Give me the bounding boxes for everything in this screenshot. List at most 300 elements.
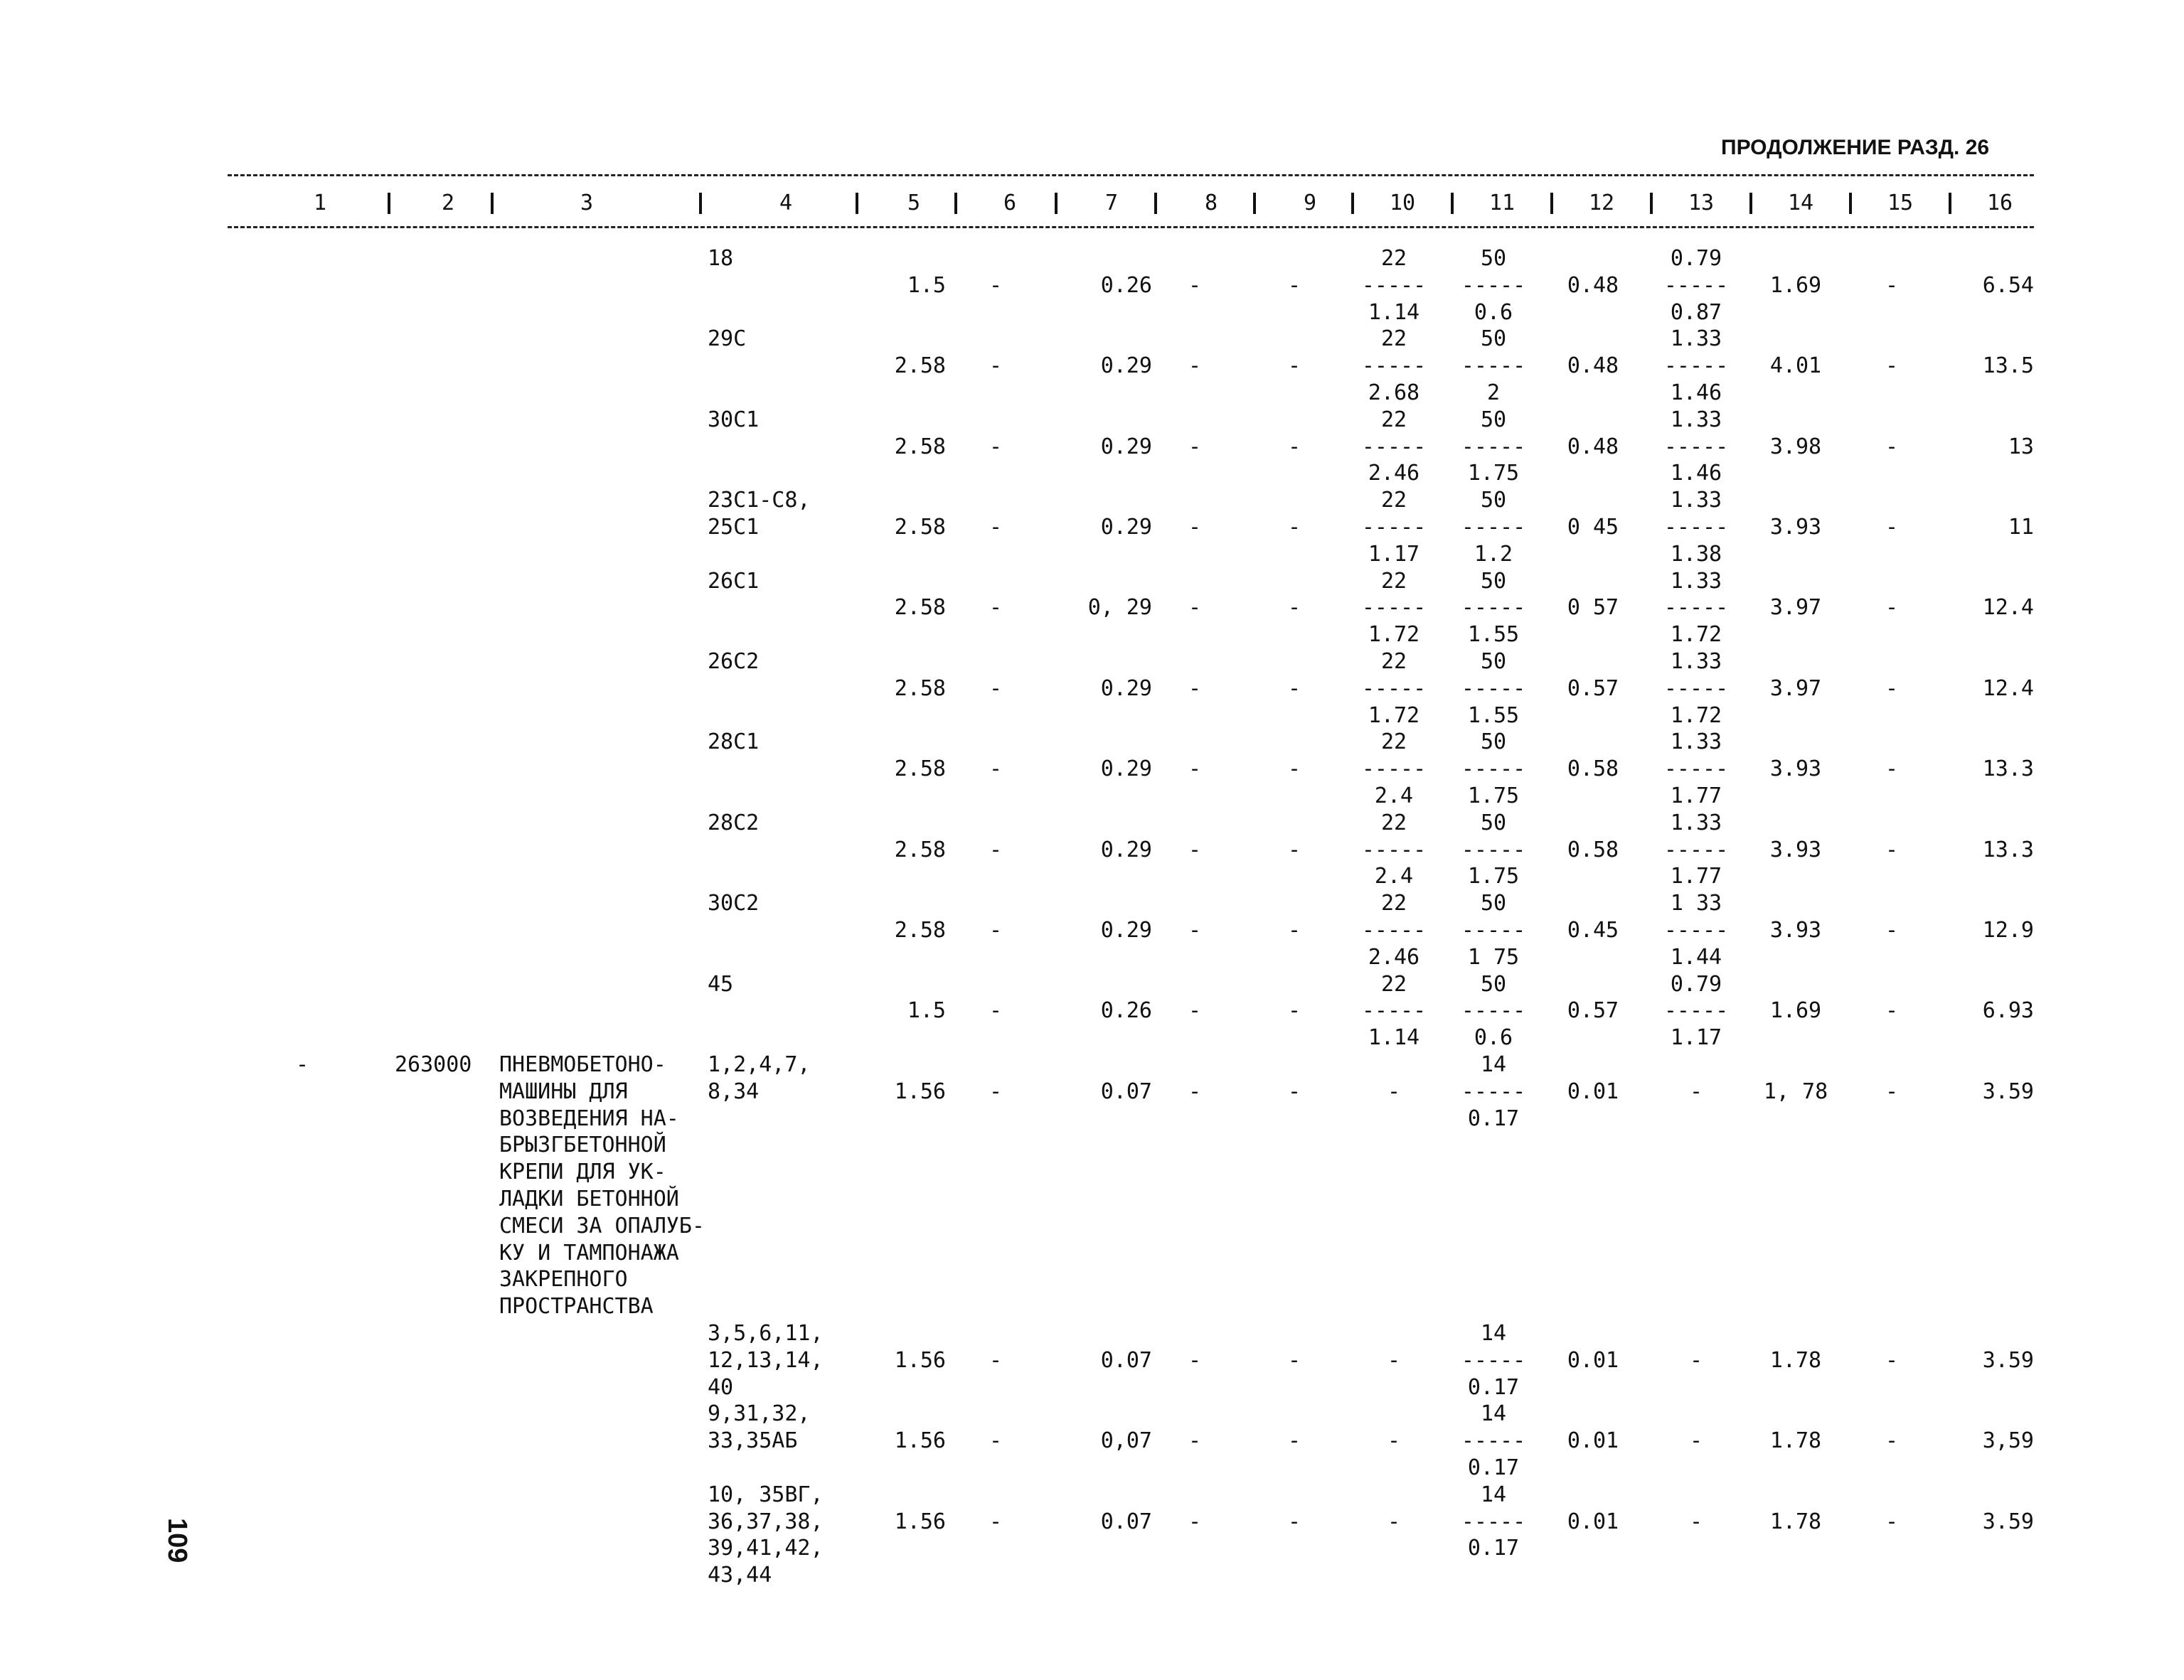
column-separator [1451,193,1454,214]
group-row-2-c13: - [1689,1347,1703,1373]
group-row-1-c11-denominator: 0.17 [1467,1106,1520,1131]
fraction-bar: ----- [1461,515,1526,540]
column-separator [1749,193,1752,214]
column-separator [388,193,390,214]
table-row-10-c13-denominator: 1.17 [1670,1025,1722,1051]
group-row-3-c4: 33,35АБ [708,1428,798,1454]
table-row-3-c16: 13 [2008,434,2034,459]
group-row-1-c14: 1, 78 [1763,1079,1828,1104]
table-row-9-c6: - [989,918,1003,943]
table-row-10-c10-denominator: 1.14 [1368,1025,1420,1051]
table-row-8-c5: 2.58 [894,837,946,862]
fraction-bar: ----- [1663,998,1729,1024]
group-c1: - [295,1052,309,1077]
table-row-7-c15: - [1885,756,1899,782]
table-row-7-c12: 0.58 [1567,756,1619,782]
table-row-9-c11-numerator: 50 [1480,891,1507,916]
table-row-3-c11-numerator: 50 [1480,407,1507,432]
group-row-2-c4: 3,5,6,11, [708,1321,824,1346]
group-row-2-c10: - [1387,1347,1401,1373]
fraction-bar: ----- [1361,434,1427,459]
group-row-2-c6: - [989,1347,1003,1373]
table-row-7-c13-numerator: 1.33 [1670,729,1722,755]
table-row-6-c13-denominator: 1.72 [1670,702,1722,728]
table-row-1-c13-denominator: 0.87 [1670,299,1722,325]
column-header-3: 3 [580,191,594,215]
table-row-4-c4: 23С1-С8, [708,488,811,513]
column-separator [1154,193,1157,214]
page-number: 109 [162,1518,192,1563]
table-row-5-c13-denominator: 1.72 [1670,622,1722,648]
column-header-4: 4 [779,191,793,215]
fraction-bar: ----- [1461,998,1526,1024]
group-row-2-c7: 0.07 [1100,1347,1152,1373]
table-row-6-c13-numerator: 1.33 [1670,649,1722,674]
table-row-2-c8: - [1188,353,1202,379]
table-row-9-c4: 30С2 [708,891,760,916]
table-row-4-c10-denominator: 1.17 [1368,541,1420,567]
table-row-4-c7: 0.29 [1100,515,1152,540]
table-row-3-c10-numerator: 22 [1380,407,1407,432]
fraction-bar: ----- [1361,918,1427,943]
table-row-10-c15: - [1885,998,1899,1024]
table-row-1-c7: 0.26 [1100,272,1152,298]
table-row-1-c14: 1.69 [1769,272,1822,298]
table-row-3-c9: - [1287,434,1301,459]
group-row-4-c4: 39,41,42, [708,1536,824,1561]
table-row-9-c15: - [1885,918,1899,943]
table-row-3-c13-denominator: 1.46 [1670,461,1722,486]
fraction-bar: ----- [1361,353,1427,379]
table-row-4-c5: 2.58 [894,515,946,540]
header-rule-bottom [228,226,2034,228]
table-row-3-c14: 3.98 [1769,434,1822,459]
group-row-4-c11-numerator: 14 [1480,1482,1507,1507]
column-header-14: 14 [1787,191,1814,215]
group-row-1-c16: 3.59 [1982,1079,2034,1104]
table-row-5-c6: - [989,595,1003,621]
table-row-6-c15: - [1885,675,1899,701]
fraction-bar: ----- [1461,353,1526,379]
table-row-1-c16: 6.54 [1982,272,2034,298]
table-row-5-c12: 0 57 [1567,595,1619,621]
column-header-11: 11 [1488,191,1516,215]
group-row-3-c15: - [1885,1428,1899,1454]
table-row-4-c12: 0 45 [1567,515,1619,540]
column-separator [1849,193,1852,214]
fraction-bar: ----- [1361,272,1427,298]
table-row-7-c16: 13.3 [1982,756,2034,782]
group-row-2-c8: - [1188,1347,1202,1373]
group-row-1-c15: - [1885,1079,1899,1104]
column-header-13: 13 [1688,191,1715,215]
fraction-bar: ----- [1461,1347,1526,1373]
group-name-line: ВОЗВЕДЕНИЯ НА- [499,1106,679,1131]
table-row-6-c7: 0.29 [1100,675,1152,701]
table-row-6-c10-numerator: 22 [1380,649,1407,674]
table-row-6-c8: - [1188,675,1202,701]
table-row-5-c11-numerator: 50 [1480,568,1507,594]
column-header-5: 5 [907,191,921,215]
group-row-2-c11-numerator: 14 [1480,1321,1507,1346]
group-row-3-c13: - [1689,1428,1703,1454]
table-row-3-c5: 2.58 [894,434,946,459]
group-row-1-c11-numerator: 14 [1480,1052,1507,1077]
group-row-3-c5: 1.56 [894,1428,946,1454]
table-row-2-c5: 2.58 [894,353,946,379]
group-row-3-c7: 0,07 [1100,1428,1152,1454]
table-row-4-c10-numerator: 22 [1380,488,1407,513]
fraction-bar: ----- [1361,998,1427,1024]
table-row-10-c14: 1.69 [1769,998,1822,1024]
group-row-3-c16: 3,59 [1982,1428,2034,1454]
header-rule-top [228,174,2034,176]
table-row-1-c4: 18 [708,246,734,271]
table-row-5-c14: 3.97 [1769,595,1822,621]
table-row-4-c8: - [1188,515,1202,540]
table-row-8-c10-numerator: 22 [1380,810,1407,835]
group-name-line: МАШИНЫ ДЛЯ [499,1079,628,1104]
fraction-bar: ----- [1663,918,1729,943]
group-row-1-c9: - [1287,1079,1301,1104]
fraction-bar: ----- [1461,1428,1526,1454]
group-row-4-c5: 1.56 [894,1509,946,1534]
table-row-10-c5: 1.5 [907,998,946,1024]
table-row-9-c8: - [1188,918,1202,943]
fraction-bar: ----- [1663,272,1729,298]
table-row-3-c11-denominator: 1.75 [1467,461,1520,486]
table-row-8-c13-numerator: 1.33 [1670,810,1722,835]
section-heading: ПРОДОЛЖЕНИЕ РАЗД. 26 [1721,136,1990,159]
table-row-9-c5: 2.58 [894,918,946,943]
group-row-3-c14: 1.78 [1769,1428,1822,1454]
fraction-bar: ----- [1663,675,1729,701]
table-row-5-c10-numerator: 22 [1380,568,1407,594]
column-header-2: 2 [441,191,455,215]
group-row-2-c4: 12,13,14, [708,1347,824,1373]
table-row-2-c14: 4.01 [1769,353,1822,379]
table-row-4-c14: 3.93 [1769,515,1822,540]
group-row-1-c7: 0.07 [1100,1079,1152,1104]
table-row-8-c10-denominator: 2.4 [1374,864,1414,889]
table-row-5-c15: - [1885,595,1899,621]
table-row-1-c10-numerator: 22 [1380,246,1407,271]
table-row-5-c13-numerator: 1.33 [1670,568,1722,594]
table-row-3-c15: - [1885,434,1899,459]
table-row-7-c6: - [989,756,1003,782]
table-row-6-c11-numerator: 50 [1480,649,1507,674]
table-row-10-c16: 6.93 [1982,998,2034,1024]
group-name-line: КУ И ТАМПОНАЖА [499,1240,679,1266]
fraction-bar: ----- [1461,675,1526,701]
table-row-8-c14: 3.93 [1769,837,1822,862]
table-row-2-c9: - [1287,353,1301,379]
group-row-2-c12: 0.01 [1567,1347,1619,1373]
column-header-16: 16 [1986,191,2013,215]
table-row-3-c10-denominator: 2.46 [1368,461,1420,486]
group-row-4-c16: 3.59 [1982,1509,2034,1534]
table-row-4-c13-numerator: 1.33 [1670,488,1722,513]
table-row-4-c11-numerator: 50 [1480,488,1507,513]
table-row-3-c7: 0.29 [1100,434,1152,459]
table-row-5-c16: 12.4 [1982,595,2034,621]
group-row-3-c10: - [1387,1428,1401,1454]
fraction-bar: ----- [1461,272,1526,298]
group-row-3-c9: - [1287,1428,1301,1454]
table-row-8-c4: 28С2 [708,810,760,835]
table-row-8-c12: 0.58 [1567,837,1619,862]
table-row-1-c11-denominator: 0.6 [1474,299,1513,325]
table-row-1-c9: - [1287,272,1301,298]
table-row-8-c13-denominator: 1.77 [1670,864,1722,889]
group-row-4-c15: - [1885,1509,1899,1534]
table-row-5-c10-denominator: 1.72 [1368,622,1420,648]
table-row-10-c12: 0.57 [1567,998,1619,1024]
table-row-7-c11-numerator: 50 [1480,729,1507,755]
table-row-7-c9: - [1287,756,1301,782]
group-row-3-c8: - [1188,1428,1202,1454]
table-row-4-c11-denominator: 1.2 [1474,541,1513,567]
table-row-2-c6: - [989,353,1003,379]
table-row-6-c14: 3.97 [1769,675,1822,701]
table-row-8-c7: 0.29 [1100,837,1152,862]
fraction-bar: ----- [1361,756,1427,782]
group-row-3-c11-denominator: 0.17 [1467,1455,1520,1480]
fraction-bar: ----- [1361,595,1427,621]
table-row-2-c16: 13.5 [1982,353,2034,379]
fraction-bar: ----- [1461,434,1526,459]
table-row-8-c11-numerator: 50 [1480,810,1507,835]
fraction-bar: ----- [1461,1079,1526,1104]
table-row-1-c5: 1.5 [907,272,946,298]
column-separator [1650,193,1653,214]
table-row-9-c14: 3.93 [1769,918,1822,943]
fraction-bar: ----- [1361,837,1427,862]
group-row-4-c4: 43,44 [708,1563,772,1588]
table-row-10-c4: 45 [708,971,734,997]
table-row-7-c10-numerator: 22 [1380,729,1407,755]
group-row-1-c8: - [1188,1079,1202,1104]
table-row-3-c13-numerator: 1.33 [1670,407,1722,432]
table-row-8-c9: - [1287,837,1301,862]
group-row-1-c10: - [1387,1079,1401,1104]
fraction-bar: ----- [1461,595,1526,621]
table-row-1-c6: - [989,272,1003,298]
group-name-line: КРЕПИ ДЛЯ УК- [499,1160,666,1185]
table-row-4-c15: - [1885,515,1899,540]
group-row-2-c5: 1.56 [894,1347,946,1373]
table-row-2-c11-denominator: 2 [1486,380,1501,405]
table-row-4-c6: - [989,515,1003,540]
column-header-9: 9 [1303,191,1317,215]
table-row-6-c16: 12.4 [1982,675,2034,701]
group-row-1-c4: 8,34 [708,1079,760,1104]
fraction-bar: ----- [1361,515,1427,540]
group-row-2-c16: 3.59 [1982,1347,2034,1373]
table-row-9-c7: 0.29 [1100,918,1152,943]
group-row-3-c12: 0.01 [1567,1428,1619,1454]
table-row-9-c10-numerator: 22 [1380,891,1407,916]
group-row-4-c7: 0.07 [1100,1509,1152,1534]
group-row-1-c4: 1,2,4,7, [708,1052,811,1077]
table-row-9-c10-denominator: 2.46 [1368,944,1420,970]
group-row-4-c10: - [1387,1509,1401,1534]
table-row-2-c11-numerator: 50 [1480,326,1507,352]
table-row-1-c8: - [1188,272,1202,298]
group-row-2-c4: 40 [708,1374,734,1400]
table-row-6-c11-denominator: 1.55 [1467,702,1520,728]
group-name-line: ПНЕВМОБЕТОНО- [499,1052,666,1077]
table-row-9-c13-numerator: 1 33 [1670,891,1722,916]
table-row-8-c15: - [1885,837,1899,862]
group-name-line: ЗАКРЕПНОГО [499,1267,628,1293]
fraction-bar: ----- [1663,595,1729,621]
table-row-7-c5: 2.58 [894,756,946,782]
table-row-7-c13-denominator: 1.77 [1670,783,1722,808]
group-row-3-c11-numerator: 14 [1480,1401,1507,1427]
table-row-10-c9: - [1287,998,1301,1024]
table-row-5-c5: 2.58 [894,595,946,621]
group-row-1-c5: 1.56 [894,1079,946,1104]
column-separator [1550,193,1553,214]
table-row-7-c11-denominator: 1.75 [1467,783,1520,808]
table-row-7-c7: 0.29 [1100,756,1152,782]
table-row-10-c8: - [1188,998,1202,1024]
column-header-12: 12 [1588,191,1615,215]
table-row-1-c13-numerator: 0.79 [1670,246,1722,271]
table-row-8-c8: - [1188,837,1202,862]
group-row-3-c4: 9,31,32, [708,1401,811,1427]
table-row-8-c11-denominator: 1.75 [1467,864,1520,889]
table-row-5-c8: - [1188,595,1202,621]
table-row-9-c11-denominator: 1 75 [1467,944,1520,970]
table-row-7-c8: - [1188,756,1202,782]
table-row-5-c9: - [1287,595,1301,621]
table-row-4-c4: 25С1 [708,515,760,540]
table-row-2-c4: 29С [708,326,747,352]
group-row-2-c14: 1.78 [1769,1347,1822,1373]
table-row-6-c10-denominator: 1.72 [1368,702,1420,728]
group-row-4-c14: 1.78 [1769,1509,1822,1534]
group-row-4-c4: 36,37,38, [708,1509,824,1534]
group-row-4-c13: - [1689,1509,1703,1534]
group-row-2-c11-denominator: 0.17 [1467,1374,1520,1400]
table-row-7-c14: 3.93 [1769,756,1822,782]
column-separator [491,193,494,214]
group-row-2-c9: - [1287,1347,1301,1373]
table-row-2-c10-denominator: 2.68 [1368,380,1420,405]
fraction-bar: ----- [1663,434,1729,459]
fraction-bar: ----- [1663,837,1729,862]
table-row-6-c5: 2.58 [894,675,946,701]
group-name-line: БРЫЗГБЕТОННОЙ [499,1133,666,1158]
table-row-6-c12: 0.57 [1567,675,1619,701]
table-row-10-c11-denominator: 0.6 [1474,1025,1513,1051]
fraction-bar: ----- [1461,837,1526,862]
column-header-1: 1 [313,191,327,215]
group-code: 263000 [395,1052,472,1077]
table-row-4-c9: - [1287,515,1301,540]
table-row-1-c10-denominator: 1.14 [1368,299,1420,325]
table-row-4-c16: 11 [2008,515,2034,540]
fraction-bar: ----- [1461,756,1526,782]
table-row-3-c8: - [1188,434,1202,459]
group-row-1-c13: - [1689,1079,1703,1104]
group-name-line: ПРОСТРАНСТВА [499,1294,654,1320]
table-row-3-c4: 30С1 [708,407,760,432]
group-row-3-c6: - [989,1428,1003,1454]
column-separator [1055,193,1058,214]
column-header-6: 6 [1003,191,1017,215]
table-row-8-c6: - [989,837,1003,862]
column-separator [1949,193,1951,214]
table-row-2-c7: 0.29 [1100,353,1152,379]
table-row-10-c10-numerator: 22 [1380,971,1407,997]
table-row-9-c16: 12.9 [1982,918,2034,943]
group-row-4-c8: - [1188,1509,1202,1534]
table-row-2-c12: 0.48 [1567,353,1619,379]
table-row-3-c12: 0.48 [1567,434,1619,459]
table-row-10-c13-numerator: 0.79 [1670,971,1722,997]
group-name-line: СМЕСИ ЗА ОПАЛУБ- [499,1213,705,1238]
table-row-1-c12: 0.48 [1567,272,1619,298]
table-row-5-c11-denominator: 1.55 [1467,622,1520,648]
fraction-bar: ----- [1461,1509,1526,1534]
fraction-bar: ----- [1663,353,1729,379]
table-row-6-c6: - [989,675,1003,701]
table-row-6-c9: - [1287,675,1301,701]
table-row-3-c6: - [989,434,1003,459]
table-row-1-c11-numerator: 50 [1480,246,1507,271]
group-row-2-c15: - [1885,1347,1899,1373]
column-header-7: 7 [1104,191,1119,215]
fraction-bar: ----- [1461,918,1526,943]
column-header-15: 15 [1887,191,1914,215]
table-row-2-c10-numerator: 22 [1380,326,1407,352]
fraction-bar: ----- [1361,675,1427,701]
table-row-8-c16: 13.3 [1982,837,2034,862]
table-row-5-c7: 0, 29 [1087,595,1152,621]
table-row-5-c4: 26С1 [708,568,760,594]
column-separator [699,193,702,214]
column-separator [856,193,858,214]
column-separator [1253,193,1256,214]
group-name-line: ЛАДКИ БЕТОННОЙ [499,1187,679,1211]
table-row-10-c11-numerator: 50 [1480,971,1507,997]
column-header-10: 10 [1389,191,1416,215]
table-row-2-c15: - [1885,353,1899,379]
table-row-10-c6: - [989,998,1003,1024]
column-separator [1351,193,1354,214]
column-header-8: 8 [1204,191,1218,215]
table-row-1-c15: - [1885,272,1899,298]
group-row-4-c9: - [1287,1509,1301,1534]
table-row-7-c10-denominator: 2.4 [1374,783,1414,808]
table-row-9-c13-denominator: 1.44 [1670,944,1722,970]
fraction-bar: ----- [1663,756,1729,782]
fraction-bar: ----- [1663,515,1729,540]
table-row-9-c12: 0.45 [1567,918,1619,943]
table-row-2-c13-denominator: 1.46 [1670,380,1722,405]
group-row-4-c12: 0.01 [1567,1509,1619,1534]
group-row-4-c6: - [989,1509,1003,1534]
column-separator [954,193,957,214]
group-row-1-c6: - [989,1079,1003,1104]
table-row-6-c4: 26С2 [708,649,760,674]
group-row-4-c11-denominator: 0.17 [1467,1536,1520,1561]
group-row-4-c4: 10, 35ВГ, [708,1482,824,1507]
table-row-9-c9: - [1287,918,1301,943]
